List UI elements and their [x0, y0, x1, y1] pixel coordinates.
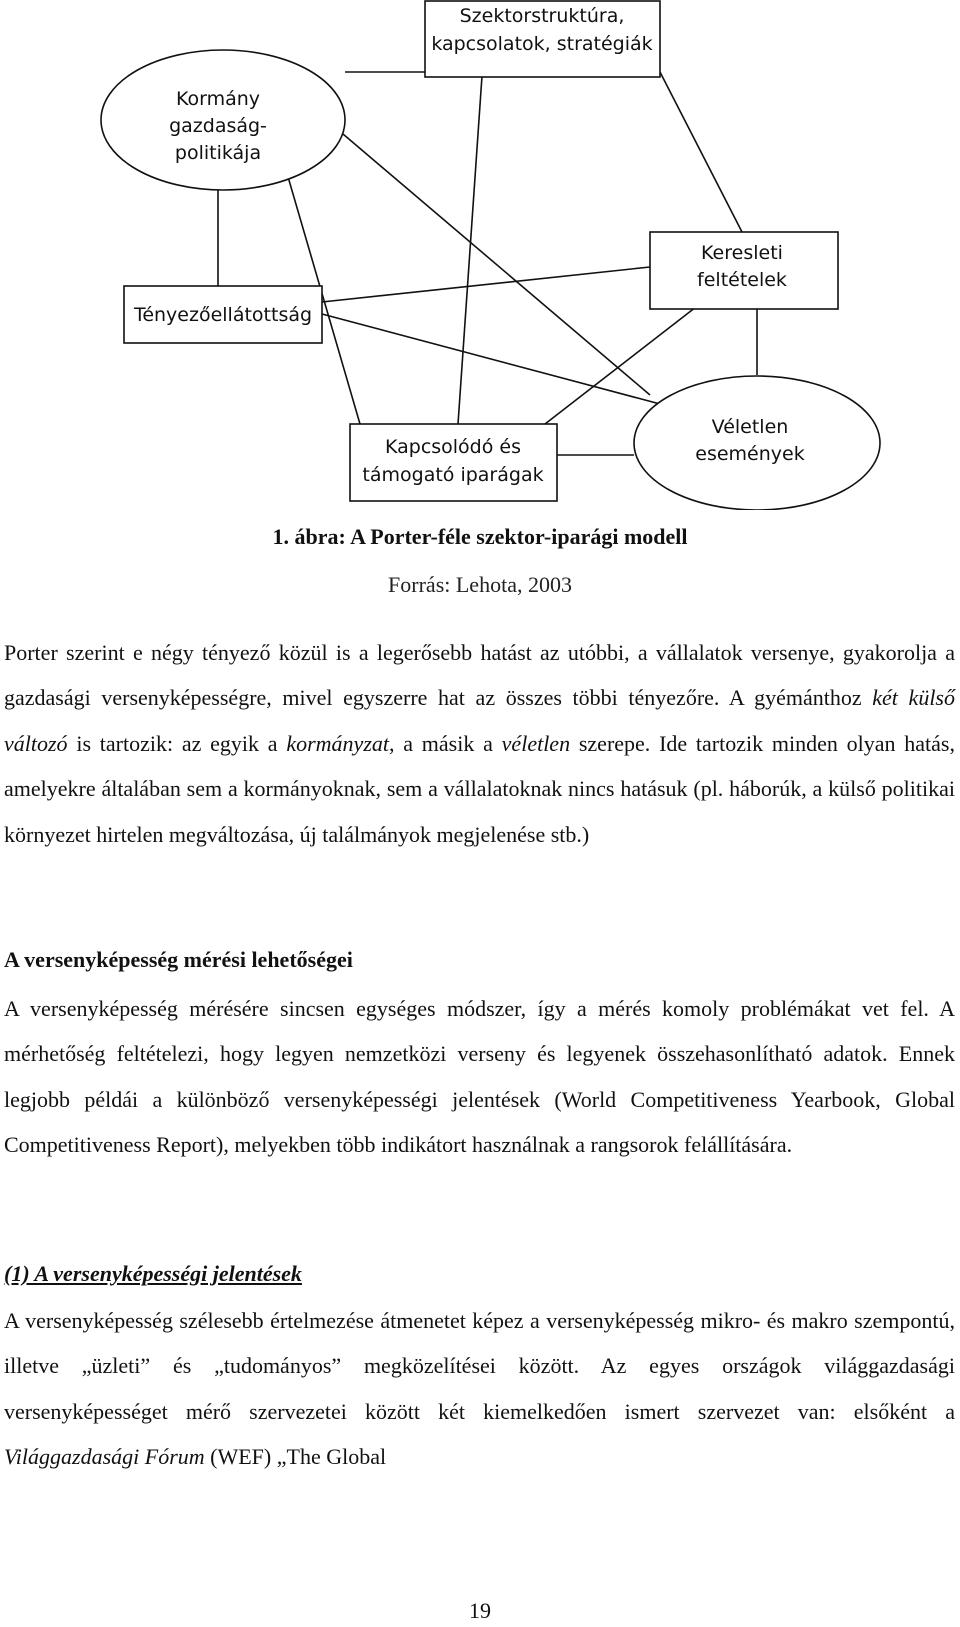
paragraph-reports: [4, 1298, 955, 1480]
edge-factors-demand: [322, 267, 650, 302]
page-number: 19: [469, 1598, 491, 1623]
node-related-line1: Kapcsolódó és: [384, 436, 522, 458]
node-government-line2: gazdaság-: [169, 115, 267, 137]
paragraph1-text-1: Porter szerint e négy tényező közül is a legerősebb hatást az utóbbi, a vállalatok versenye, gyakorolja a gazdasági versenyképességre, mivel egyszerre hat az összes többi tényezőre. A gyémánthoz: [4, 640, 955, 711]
section-heading-measurement: A versenyképesség mérési lehetőségei: [4, 947, 353, 972]
section-heading-reports: (1) A versenyképességi jelentések: [4, 1261, 302, 1286]
paragraph3-text-1: A versenyképesség szélesebb értelmezése átmenetet képez a versenyképesség mikro- és makro szempontú, illetve „üzleti” és „tudományos” megközelítései között. Az egyes országok világgazdasági versenyképességet mérő szervezetei között két kiemelkedően ismert szervezet van: elsőként a: [4, 1308, 955, 1424]
paragraph-porter-factors: [4, 630, 955, 857]
paragraph1-italic-2: kormányzat: [286, 730, 389, 756]
node-demand-line1: Keresleti: [701, 242, 783, 264]
paragraph3-italic-1: Világgazdasági Fórum: [4, 1444, 205, 1470]
node-government: [101, 50, 345, 190]
paragraph1-italic-3: véletlen: [501, 730, 571, 756]
node-factors: [124, 286, 322, 343]
paragraph1-text-4: szerepe. Ide tartozik minden olyan hatás, amelyekre általában sem a kormányoknak, sem a vállalatoknak nincs hatásuk (pl. háborúk, a külső politikai környezet hirtelen megváltozása, új találmányok megjelenése stb.): [4, 730, 955, 847]
node-factors-line1: Tényezőellátottság: [133, 304, 313, 326]
node-related-line2: támogató iparágak: [362, 464, 544, 486]
node-sector-line2: kapcsolatok, stratégiák: [431, 33, 653, 55]
paragraph-measurement: A versenyképesség mérésére sincsen egységes módszer, így a mérés komoly problémákat vet fel. A mérhetőség feltételezi, hogy legyen nemzetközi verseny és legyenek összehasonlítható adatok. Ennek legjobb példái a különböző versenyképességi jelentések (World Competitiveness Yearbook, Global Competitiveness Report), melyekben több indikátort használnak a rangsorok felállítására.: [4, 996, 955, 1158]
edge-sector-demand: [660, 72, 742, 232]
paragraph1-text-2: is tartozik: az egyik a: [67, 730, 287, 756]
node-sector-line1: Szektorstruktúra,: [459, 5, 625, 27]
node-demand: [650, 232, 838, 309]
porter-model-diagram: [0, 0, 960, 510]
node-related: [350, 424, 557, 501]
node-chance-line2: események: [695, 443, 805, 465]
edge-factors-chance: [322, 314, 690, 412]
node-government-line3: politikája: [174, 142, 262, 164]
node-chance-line1: Véletlen: [711, 416, 789, 438]
node-government-line1: Kormány: [175, 88, 261, 110]
paragraph1-text-3: , a másik a: [389, 730, 502, 756]
node-chance: [634, 376, 880, 510]
paragraph3-text-2: (WEF) „The Global: [204, 1444, 387, 1470]
node-sector: [425, 1, 660, 77]
node-demand-line2: feltételek: [697, 269, 787, 291]
figure-title: 1. ábra: A Porter-féle szektor-iparági modell: [272, 524, 688, 549]
figure-source: Forrás: Lehota, 2003: [388, 572, 572, 597]
paragraph1-italic-1: két külső változó: [4, 685, 955, 756]
